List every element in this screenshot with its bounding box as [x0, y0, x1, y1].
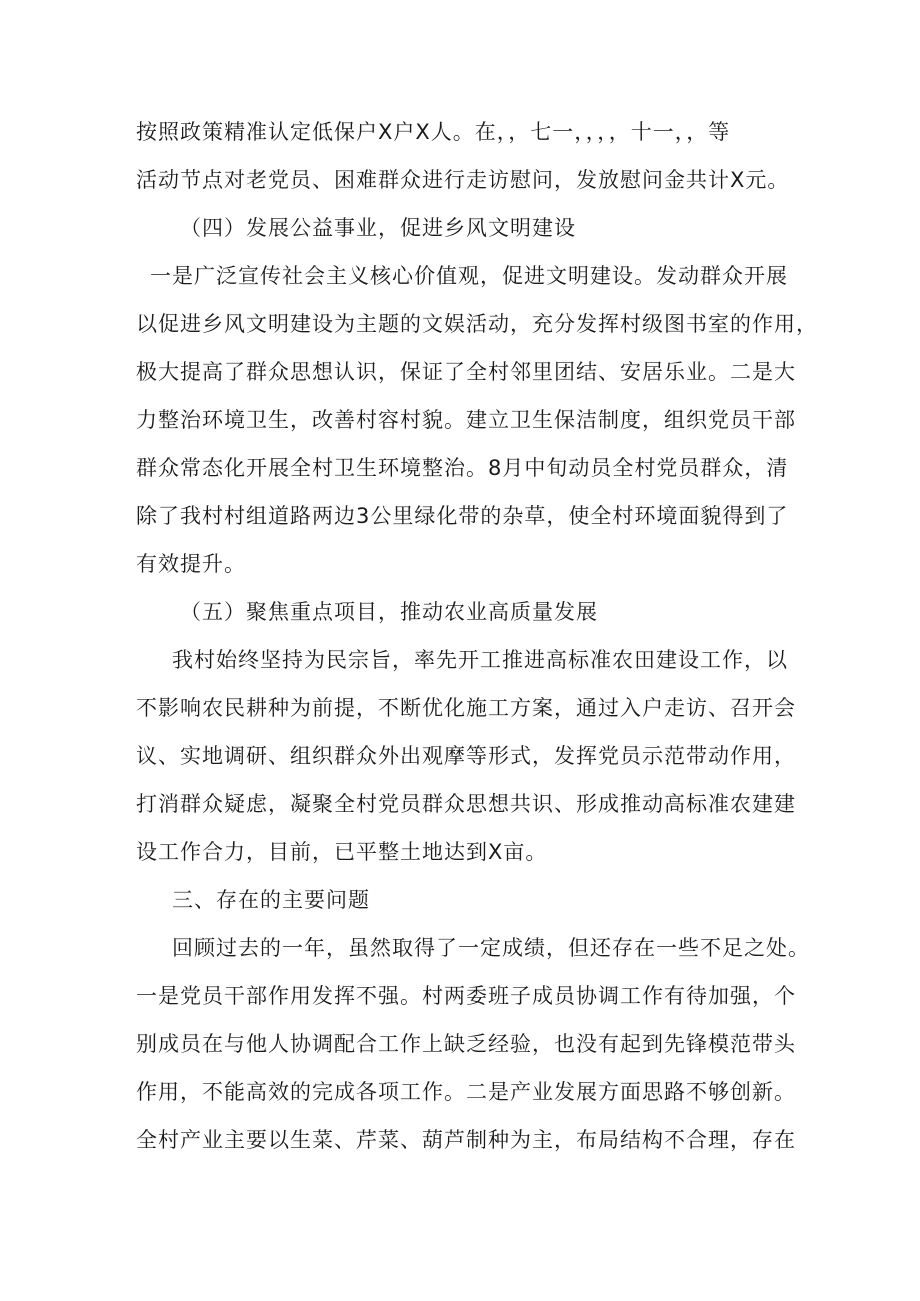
text-line: 打消群众疑虑，凝聚全村党员群众思想共识、形成推动高标准农建建	[136, 792, 796, 816]
text-line: 群众常态化开展全村卫生环境整治。8月中旬动员全村党员群众，清	[136, 456, 789, 480]
text-line: 活动节点对老党员、困难群众进行走访慰问，发放慰问金共计X元。	[136, 168, 790, 192]
section-heading: 三、存在的主要问题	[172, 888, 370, 912]
text-line: 别成员在与他人协调配合工作上缺乏经验，也没有起到先锋模范带头	[136, 1032, 796, 1056]
section-heading: （四）发展公益事业，促进乡风文明建设	[180, 216, 576, 240]
text-line: 回顾过去的一年，虽然取得了一定成绩，但还存在一些不足之处。	[172, 936, 810, 960]
text-line: 一是广泛宣传社会主义核心价值观，促进文明建设。发动群众开展	[150, 264, 788, 288]
text-line: 一是党员干部作用发挥不强。村两委班子成员协调工作有待加强，个	[136, 984, 796, 1008]
text-line: 我村始终坚持为民宗旨，率先开工推进高标准农田建设工作，以	[172, 648, 788, 672]
text-line: 极大提高了群众思想认识，保证了全村邻里团结、安居乐业。二是大	[136, 360, 796, 384]
text-line: 全村产业主要以生菜、芹菜、葫芦制种为主，布局结构不合理，存在	[136, 1128, 796, 1152]
text-line: 作用，不能高效的完成各项工作。二是产业发展方面思路不够创新。	[136, 1080, 796, 1104]
text-line: 以促进乡风文明建设为主题的文娱活动，充分发挥村级图书室的作用，	[136, 312, 818, 336]
text-line: 议、实地调研、组织群众外出观摩等形式，发挥党员示范带动作用，	[136, 744, 796, 768]
text-line: 除了我村村组道路两边3公里绿化带的杂草，使全村环境面貌得到了	[136, 504, 789, 528]
text-line: 按照政策精准认定低保户X户X人。在，，七一，，，，十一，，等	[136, 120, 731, 144]
text-line: 力整治环境卫生，改善村容村貌。建立卫生保洁制度，组织党员干部	[136, 408, 796, 432]
text-line: 有效提升。	[136, 552, 246, 576]
section-heading: （五）聚焦重点项目，推动农业高质量发展	[180, 600, 598, 624]
text-line: 设工作合力，目前，已平整土地达到X亩。	[136, 840, 548, 864]
text-line: 不影响农民耕种为前提，不断优化施工方案，通过入户走访、召开会	[136, 696, 796, 720]
